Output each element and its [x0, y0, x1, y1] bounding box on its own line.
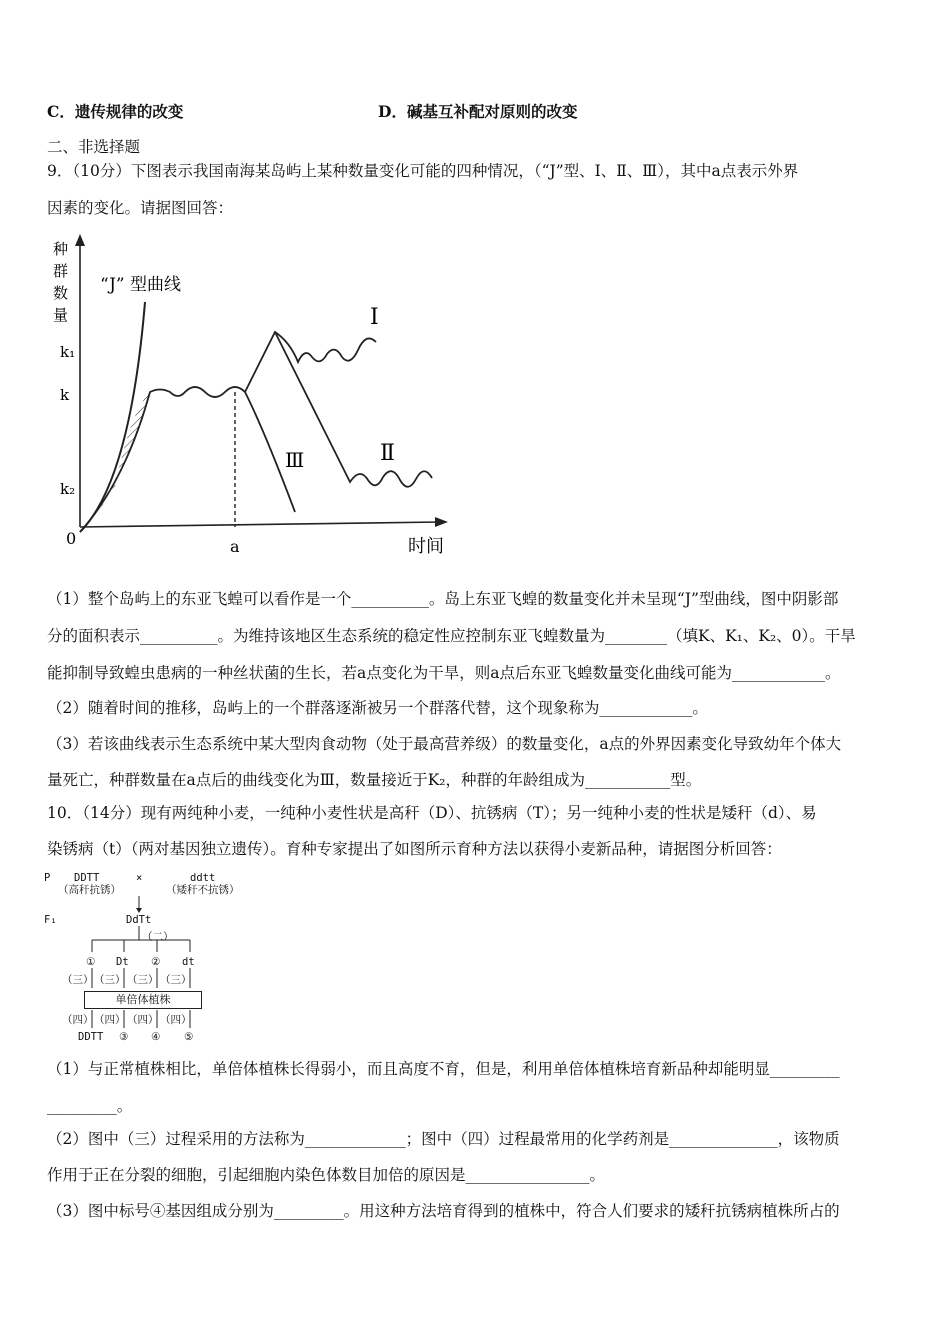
origin-label: 0 — [66, 529, 77, 548]
y-axis-label-1: 种 — [53, 240, 69, 258]
y-axis-label-4: 量 — [53, 306, 69, 324]
section-title: 二、非选择题 — [47, 138, 141, 156]
curve-2-label: Ⅱ — [380, 441, 395, 466]
parent2: ddtt — [190, 872, 216, 884]
q10-p2-line2: 作用于正在分裂的细胞，引起细胞内染色体数目加倍的原因是________________。 — [47, 1166, 606, 1184]
haploid-box: 单倍体植株 — [84, 991, 202, 1009]
step3-label-4: （三） — [160, 974, 192, 986]
curve-1 — [245, 332, 376, 392]
point-a-label: a — [230, 537, 240, 556]
step4-label-2: （四） — [94, 1014, 126, 1026]
q9-p1-line3: 能抑制导致蝗虫患病的一种丝状菌的生长，若a点变化为干旱，则a点后东亚飞蝗数量变化曲线可能为____________。 — [47, 664, 841, 682]
q9-p1-line2: 分的面积表示__________。为维持该地区生态系统的稳定性应控制东亚飞蝗数量为________（填K、K₁、K₂、0）。干旱 — [47, 627, 856, 645]
step4-label-1: （四） — [62, 1014, 94, 1026]
gamete-1: ① — [86, 956, 96, 968]
parent2-note: （矮秆不抗锈） — [166, 884, 240, 896]
f1-genotype: DdTt — [126, 914, 152, 926]
k1-label: k₁ — [60, 343, 76, 361]
q9-intro-line1: 9．（10分）下图表示我国南海某岛屿上某种数量变化可能的四种情况，（“J”型、Ⅰ、Ⅱ、Ⅲ），其中a点表示外界 — [47, 162, 799, 180]
q9-p2: （2）随着时间的推移，岛屿上的一个群落逐渐被另一个群落代替，这个现象称为____________。 — [47, 699, 708, 717]
k2-label: k₂ — [60, 480, 76, 498]
result-4: ⑤ — [184, 1031, 194, 1043]
step2-label: （二） — [142, 931, 174, 943]
x-axis-label: 时间 — [408, 536, 444, 557]
q10-p1-line2: _________。 — [47, 1097, 133, 1115]
parent1-note: （高秆抗锈） — [58, 884, 121, 896]
q9-p1-line1: （1）整个岛屿上的东亚飞蝗可以看作是一个__________。岛上东亚飞蝗的数量变化并未呈现“J”型曲线，图中阴影部 — [47, 590, 839, 608]
p-label: P — [44, 872, 51, 884]
k-label: k — [60, 386, 70, 404]
step3-label-3: （三） — [127, 974, 159, 986]
y-axis-arrow — [75, 234, 85, 246]
cross-symbol: × — [136, 872, 143, 884]
step3-label-2: （三） — [94, 974, 126, 986]
q9-intro-line2: 因素的变化。请据图回答： — [47, 199, 234, 217]
q10-p2-line1: （2）图中（三）过程采用的方法称为_____________；图中（四）过程最常用的化学药剂是______________，该物质 — [47, 1130, 840, 1148]
s-curve — [80, 387, 245, 532]
x-axis — [80, 522, 440, 527]
step4-label-4: （四） — [160, 1014, 192, 1026]
result-1: DDTT — [78, 1031, 104, 1043]
q10-p1-line1: （1）与正常植株相比，单倍体植株长得弱小，而且高度不育，但是，利用单倍体植株培育新品种却能明显_________ — [47, 1060, 840, 1078]
j-curve-label: “J” 型曲线 — [100, 275, 181, 295]
gamete-3: ② — [151, 956, 161, 968]
q10-p3-line1: （3）图中标号④基因组成分别为_________。用这种方法培育得到的植株中，符合人们要求的矮秆抗锈病植株所占的 — [47, 1202, 840, 1220]
gamete-2: Dt — [116, 956, 129, 968]
f1-label: F₁ — [44, 914, 57, 926]
result-3: ④ — [151, 1031, 161, 1043]
result-2: ③ — [119, 1031, 129, 1043]
q9-p3-line2: 量死亡，种群数量在a点后的曲线变化为Ⅲ，数量接近于K₂，种群的年龄组成为___________型。 — [47, 771, 702, 789]
step4-label-3: （四） — [127, 1014, 159, 1026]
breeding-diagram — [44, 868, 274, 1048]
parent1: DDTT — [74, 872, 100, 884]
option-d: D．碱基互补配对原则的改变 — [378, 102, 578, 121]
curve-3-label: Ⅲ — [285, 448, 305, 472]
q9-p3-line1: （3）若该曲线表示生态系统中某大型肉食动物（处于最高营养级）的数量变化，a点的外界因素变化导致幼年个体大 — [47, 735, 842, 753]
q10-intro-line1: 10．（14分）现有两纯种小麦，一纯种小麦性状是高秆（D）、抗锈病（T）；另一纯种小麦的性状是矮秆（d）、易 — [47, 804, 817, 822]
gamete-4: dt — [182, 956, 195, 968]
population-graph — [50, 232, 470, 562]
y-axis-label-2: 群 — [53, 262, 69, 280]
q10-intro-line2: 染锈病（t）（两对基因独立遗传）。育种专家提出了如图所示育种方法以获得小麦新品种，请据图分析回答： — [47, 840, 782, 858]
option-c: C．遗传规律的改变 — [47, 102, 184, 121]
y-axis-label-3: 数 — [53, 284, 69, 302]
curve-1-label: Ⅰ — [370, 305, 379, 330]
x-axis-arrow — [435, 517, 448, 527]
step3-label-1: （三） — [62, 974, 94, 986]
